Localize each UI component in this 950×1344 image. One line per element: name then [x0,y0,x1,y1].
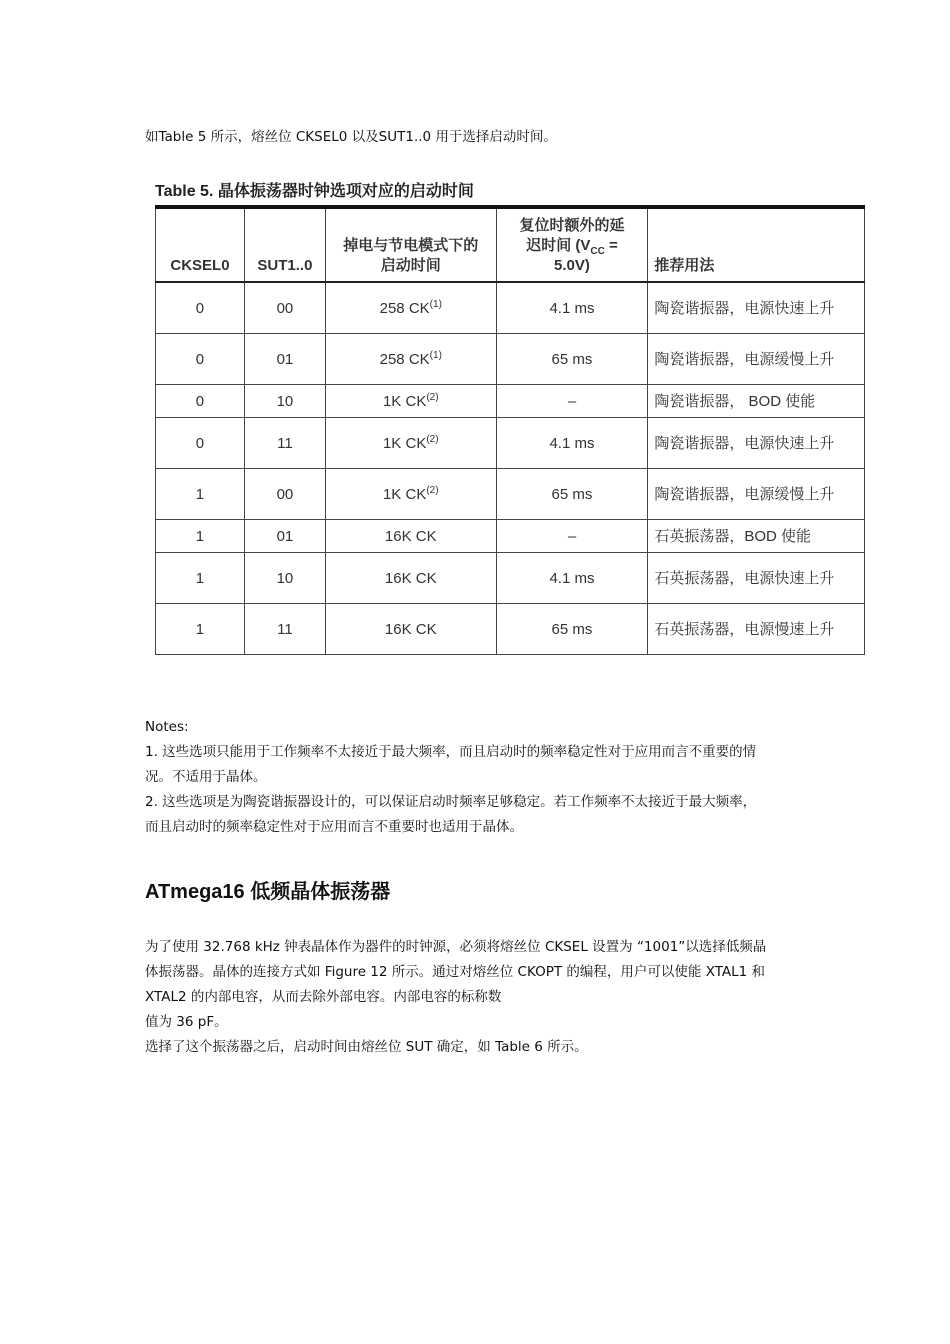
table-row [156,469,865,520]
startup-value: 16K CK [384,527,437,545]
cell-usage: 石英振荡器，电源慢速上升 [648,604,865,655]
col-header-sut: SUT1..0 [244,207,325,282]
cell-usage: 陶瓷谐振器，电源快速上升 [648,418,865,469]
col-header-cksel0: CKSEL0 [156,207,245,282]
cell-delay: 65 ms [496,469,648,520]
cell-startup [325,334,496,385]
cell-cksel0: 1 [156,469,245,520]
table-row [156,553,865,604]
body-line-4: 值为 36 pF。 [145,1014,228,1030]
cell-startup [325,469,496,520]
cell-usage: 陶瓷谐振器，电源快速上升 [648,282,865,334]
cell-delay: 65 ms [496,334,648,385]
cell-sut: 01 [244,334,325,385]
delay-header-line2a: 迟时间 (V [526,237,591,254]
body-line-3: XTAL2 的内部电容，从而去除外部电容。内部电容的标称数 [145,989,502,1005]
cell-delay: 65 ms [496,604,648,655]
footnote-ref: (2) [426,391,439,403]
cell-startup [325,418,496,469]
cell-sut: 00 [244,469,325,520]
cell-usage: 陶瓷谐振器，电源缓慢上升 [648,469,865,520]
startup-value: 16K CK [384,569,437,587]
cell-delay: 4.1 ms [496,553,648,604]
startup-value: 1K CK [382,434,427,452]
col-header-usage: 推荐用法 [648,207,865,282]
cell-startup [325,385,496,418]
startup-value: 1K CK [382,485,427,503]
table-row [156,418,865,469]
body-line-5: 选择了这个振荡器之后，启动时间由熔丝位 SUT 确定，如 Table 6 所示。 [145,1039,588,1055]
footnote-ref: (1) [429,349,442,361]
startup-value: 16K CK [384,620,437,638]
table-caption: Table 5. 晶体振荡器时钟选项对应的启动时间 [155,183,474,200]
cell-cksel0: 0 [156,385,245,418]
note-2-line-2: 而且启动时的频率稳定性对于应用而言不重要时也适用于晶体。 [145,819,523,835]
cell-sut: 00 [244,282,325,334]
vcc-subscript: CC [590,246,605,257]
section-heading: ATmega16 低频晶体振荡器 [145,881,391,903]
cell-sut: 10 [244,553,325,604]
notes-title: Notes: [145,719,189,735]
note-1-line-1: 1. 这些选项只能用于工作频率不太接近于最大频率，而且启动时的频率稳定性对于应用而言不重要的情 [145,744,757,760]
cell-usage: 石英振荡器，BOD 使能 [648,520,865,553]
footnote-ref: (1) [429,298,442,310]
startup-time-table [155,205,865,655]
cell-sut: 10 [244,385,325,418]
startup-header-line2: 启动时间 [380,257,441,274]
table-row [156,604,865,655]
cell-usage: 陶瓷谐振器， BOD 使能 [648,385,865,418]
note-1-line-2: 况。不适用于晶体。 [145,769,267,785]
delay-header-line3: 5.0V) [554,257,590,274]
cell-sut: 11 [244,604,325,655]
cell-startup [325,604,496,655]
footnote-ref: (2) [426,433,439,445]
table-row [156,282,865,334]
cell-usage: 陶瓷谐振器，电源缓慢上升 [648,334,865,385]
notes-block [145,715,756,840]
cell-delay: – [496,520,648,553]
cell-delay: – [496,385,648,418]
cell-startup [325,282,496,334]
startup-value: 258 CK [379,350,430,368]
table-row [156,385,865,418]
col-header-startup-time [325,207,496,282]
cell-cksel0: 0 [156,418,245,469]
cell-startup [325,553,496,604]
cell-cksel0: 1 [156,604,245,655]
startup-value: 1K CK [382,392,427,410]
cell-cksel0: 1 [156,520,245,553]
table-row [156,334,865,385]
body-line-1: 为了使用 32.768 kHz 钟表晶体作为器件的时钟源，必须将熔丝位 CKSEL 设置为 “1001”以选择低频晶 [145,939,767,955]
cell-cksel0: 0 [156,282,245,334]
delay-header-line1: 复位时额外的延 [519,217,625,234]
cell-usage: 石英振荡器，电源快速上升 [648,553,865,604]
cell-sut: 11 [244,418,325,469]
startup-header-line1: 掉电与节电模式下的 [343,237,479,254]
cell-startup [325,520,496,553]
startup-value: 258 CK [379,299,430,317]
cell-cksel0: 0 [156,334,245,385]
cell-delay: 4.1 ms [496,282,648,334]
cell-delay: 4.1 ms [496,418,648,469]
section-body [145,935,766,1060]
footnote-ref: (2) [426,484,439,496]
cell-cksel0: 1 [156,553,245,604]
body-line-2: 体振荡器。晶体的连接方式如 Figure 12 所示。通过对熔丝位 CKOPT 的编程，用户可以使能 XTAL1 和 [145,964,766,980]
note-2-line-1: 2. 这些选项是为陶瓷谐振器设计的，可以保证启动时频率足够稳定。若工作频率不太接近于最大频率， [145,794,757,810]
table-header-row [156,207,865,282]
col-header-reset-delay [496,207,648,282]
delay-header-line2b: = [604,237,618,254]
intro-paragraph: 如Table 5 所示，熔丝位 CKSEL0 以及SUT1..0 用于选择启动时间。 [145,129,557,145]
cell-sut: 01 [244,520,325,553]
table-row [156,520,865,553]
